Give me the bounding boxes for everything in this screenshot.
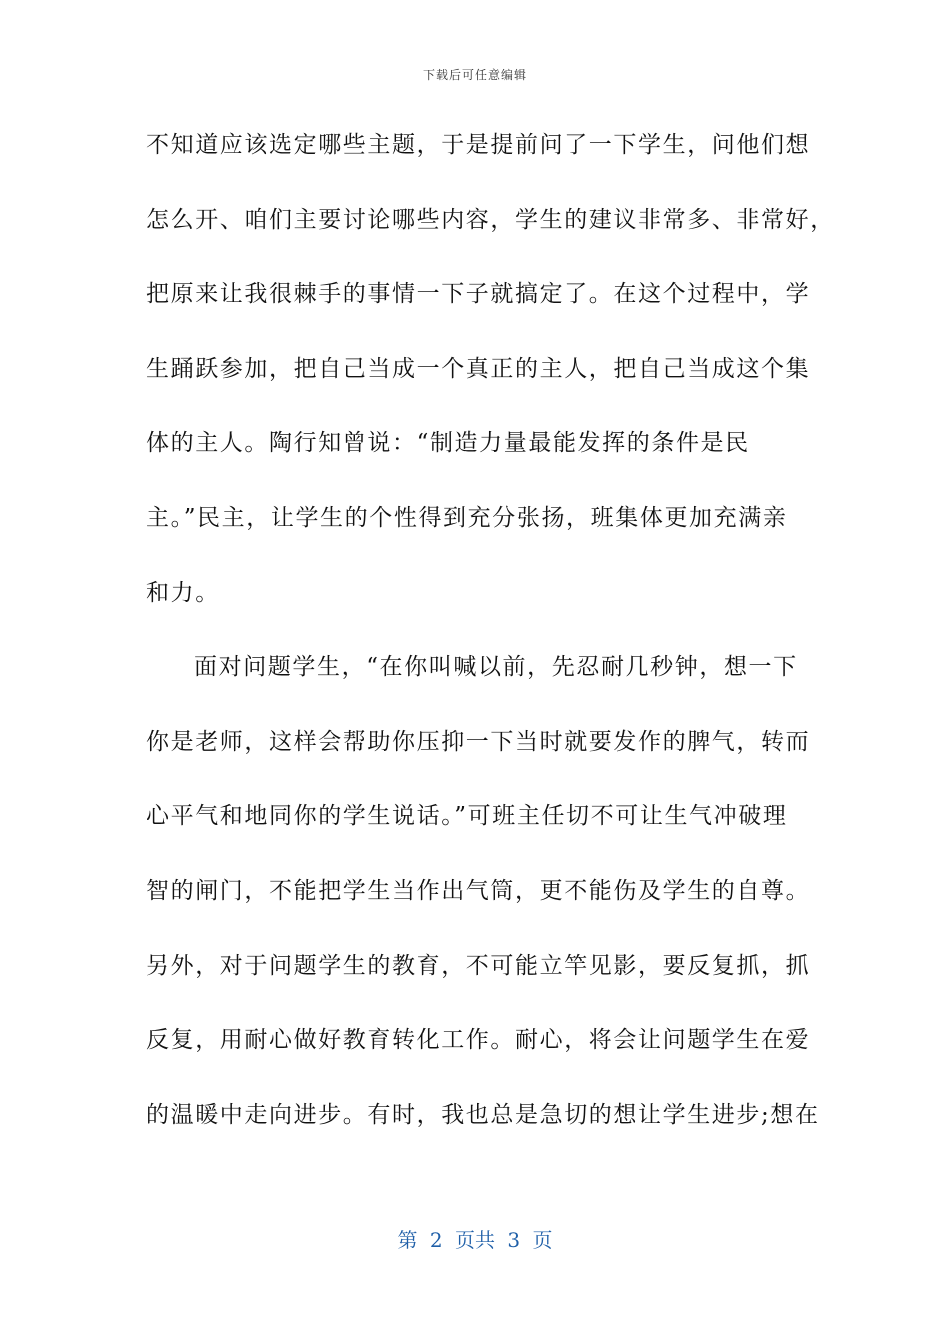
footer-ye-gong: 页共	[455, 1228, 495, 1252]
footer-total-pages: 3	[507, 1228, 521, 1252]
text-line: 的温暖中走向进步。有时，我也总是急切的想让学生进步;想在	[146, 1101, 820, 1128]
text-line: 另外，对于问题学生的教育，不可能立竿见影，要反复抓，抓	[146, 952, 811, 979]
text-line: 主。”民主，让学生的个性得到充分张扬，班集体更加充满亲	[146, 504, 788, 531]
page-header-note: 下载后可任意编辑	[422, 68, 527, 82]
text-line: 不知道应该选定哪些主题，于是提前问了一下学生，问他们想	[146, 132, 811, 158]
document-body	[146, 120, 835, 1164]
text-line: 你是老师，这样会帮助你压抑一下当时就要发作的脾气，转而	[146, 728, 811, 755]
text-line: 智的闸门，不能把学生当作出气筒，更不能伤及学生的自尊。	[146, 877, 811, 904]
text-line: 把原来让我很棘手的事情一下子就搞定了。在这个过程中，学	[146, 281, 811, 308]
footer-page-number: 2	[429, 1228, 443, 1252]
text-line: 体的主人。陶行知曾说：“制造力量最能发挥的条件是民	[146, 430, 750, 457]
text-line-paragraph-start: 面对问题学生，“在你叫喊以前，先忍耐几秒钟，想一下	[194, 654, 798, 681]
page-footer	[0, 1224, 950, 1253]
footer-di: 第	[397, 1228, 418, 1252]
text-line: 心平气和地同你的学生说话。”可班主任切不可让生气冲破理	[146, 803, 788, 830]
footer-ye: 页	[532, 1228, 553, 1252]
text-line: 和力。	[146, 579, 220, 606]
text-line: 生踊跃参加，把自己当成一个真正的主人，把自己当成这个集	[146, 355, 811, 382]
text-line: 怎么开、咱们主要讨论哪些内容，学生的建议非常多、非常好，	[146, 206, 835, 233]
text-line: 反复，用耐心做好教育转化工作。耐心，将会让问题学生在爱	[146, 1027, 811, 1054]
